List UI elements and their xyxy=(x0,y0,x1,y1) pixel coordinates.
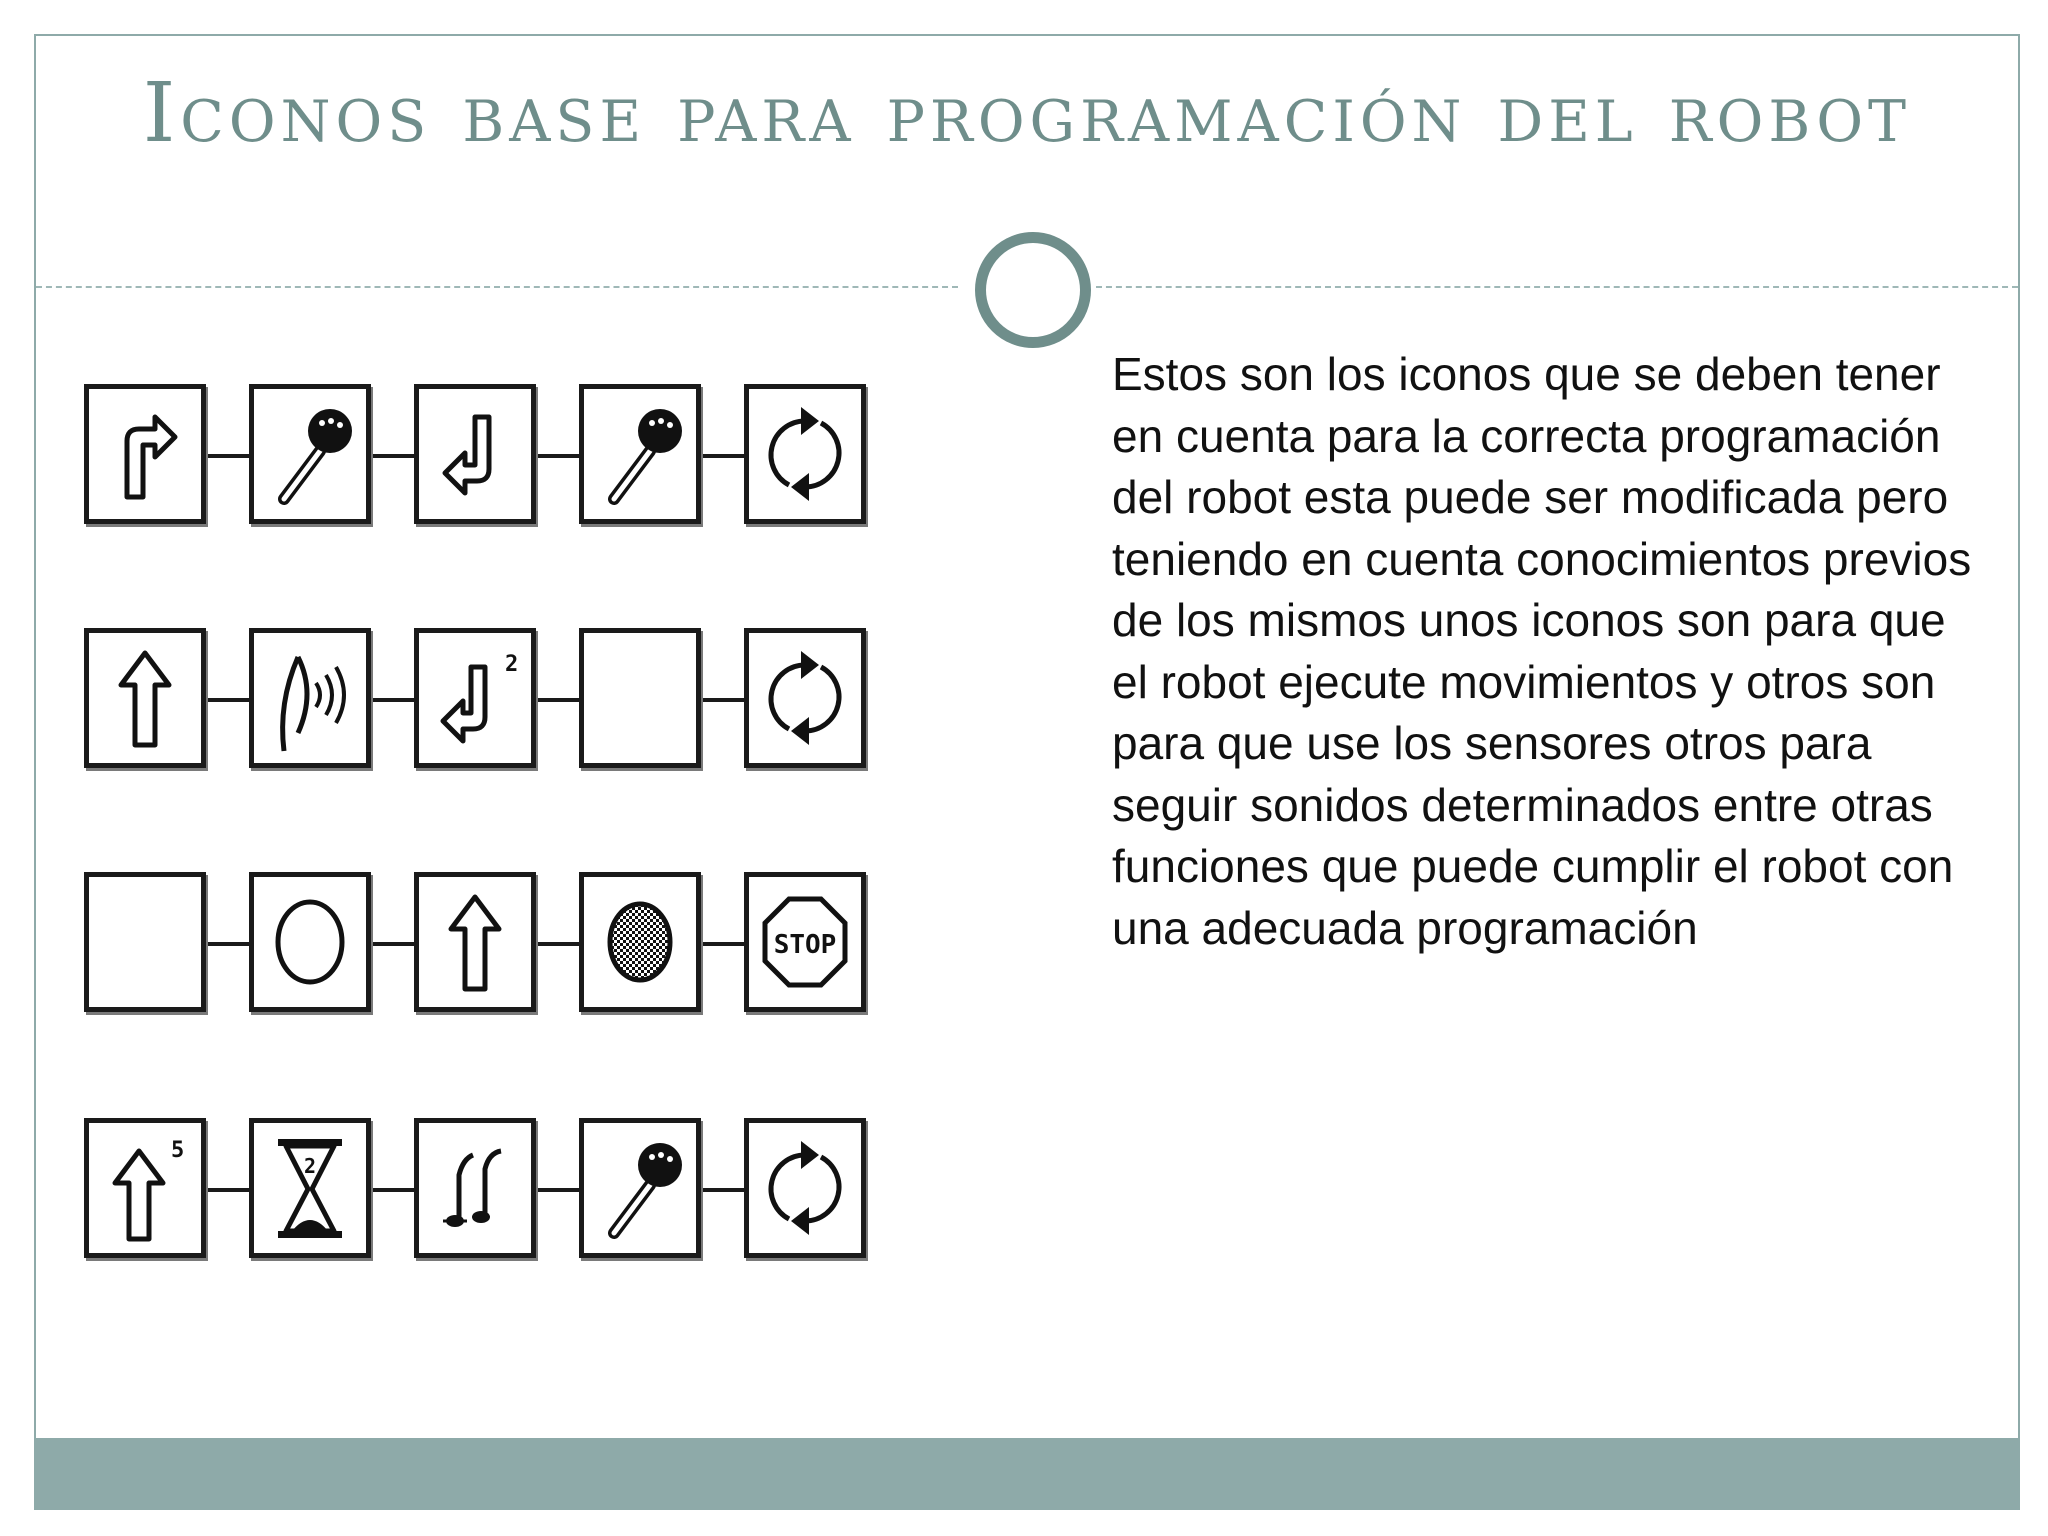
circle-icon[interactable] xyxy=(249,872,371,1012)
slide-description: Estos son los iconos que se deben tener en cuenta para la correcta programación del robot esta puede ser modificada pero teniendo en cuenta conocimientos previos de los mismos unos iconos son para que el robot ejecute movimientos y otros son para que use los sensores otros para seguir sonidos determinados entre otras funciones que puede cumplir el robot con una adecuada programación xyxy=(1112,348,1972,954)
icon-grid xyxy=(84,384,874,1264)
arrow-up-icon[interactable] xyxy=(84,628,206,768)
ring-ornament xyxy=(975,232,1091,348)
turn-left-count: 2 xyxy=(505,652,519,677)
repeat-icon[interactable] xyxy=(744,384,866,524)
repeat-icon[interactable] xyxy=(744,628,866,768)
hourglass-count: 2 xyxy=(303,1154,317,1178)
footer-bar xyxy=(34,1438,2020,1510)
music-notes-icon[interactable] xyxy=(414,1118,536,1258)
turn-left-2-icon[interactable] xyxy=(414,628,536,768)
empty-slot[interactable] xyxy=(579,628,701,768)
microphone-icon[interactable] xyxy=(579,1118,701,1258)
microphone-icon[interactable] xyxy=(249,384,371,524)
microphone-icon[interactable] xyxy=(579,384,701,524)
icon-row-2 xyxy=(84,628,874,770)
arrow-up-icon[interactable] xyxy=(414,872,536,1012)
divider-left xyxy=(36,286,958,288)
stop-sign-icon[interactable] xyxy=(744,872,866,1012)
arrow-up-count: 5 xyxy=(171,1138,185,1163)
slide-title: Iconos base para programación del robot xyxy=(142,66,1912,161)
divider-right xyxy=(1096,286,2018,288)
speaker-grille-icon[interactable] xyxy=(579,872,701,1012)
icon-row-3 xyxy=(84,872,874,1014)
turn-left-icon[interactable] xyxy=(414,384,536,524)
icon-row-1 xyxy=(84,384,874,526)
repeat-icon[interactable] xyxy=(744,1118,866,1258)
stop-label: STOP xyxy=(773,930,837,960)
hourglass-2-icon[interactable] xyxy=(249,1118,371,1258)
sound-sensor-icon[interactable] xyxy=(249,628,371,768)
turn-right-icon[interactable] xyxy=(84,384,206,524)
icon-row-4 xyxy=(84,1118,874,1260)
arrow-up-5-icon[interactable] xyxy=(84,1118,206,1258)
empty-slot[interactable] xyxy=(84,872,206,1012)
